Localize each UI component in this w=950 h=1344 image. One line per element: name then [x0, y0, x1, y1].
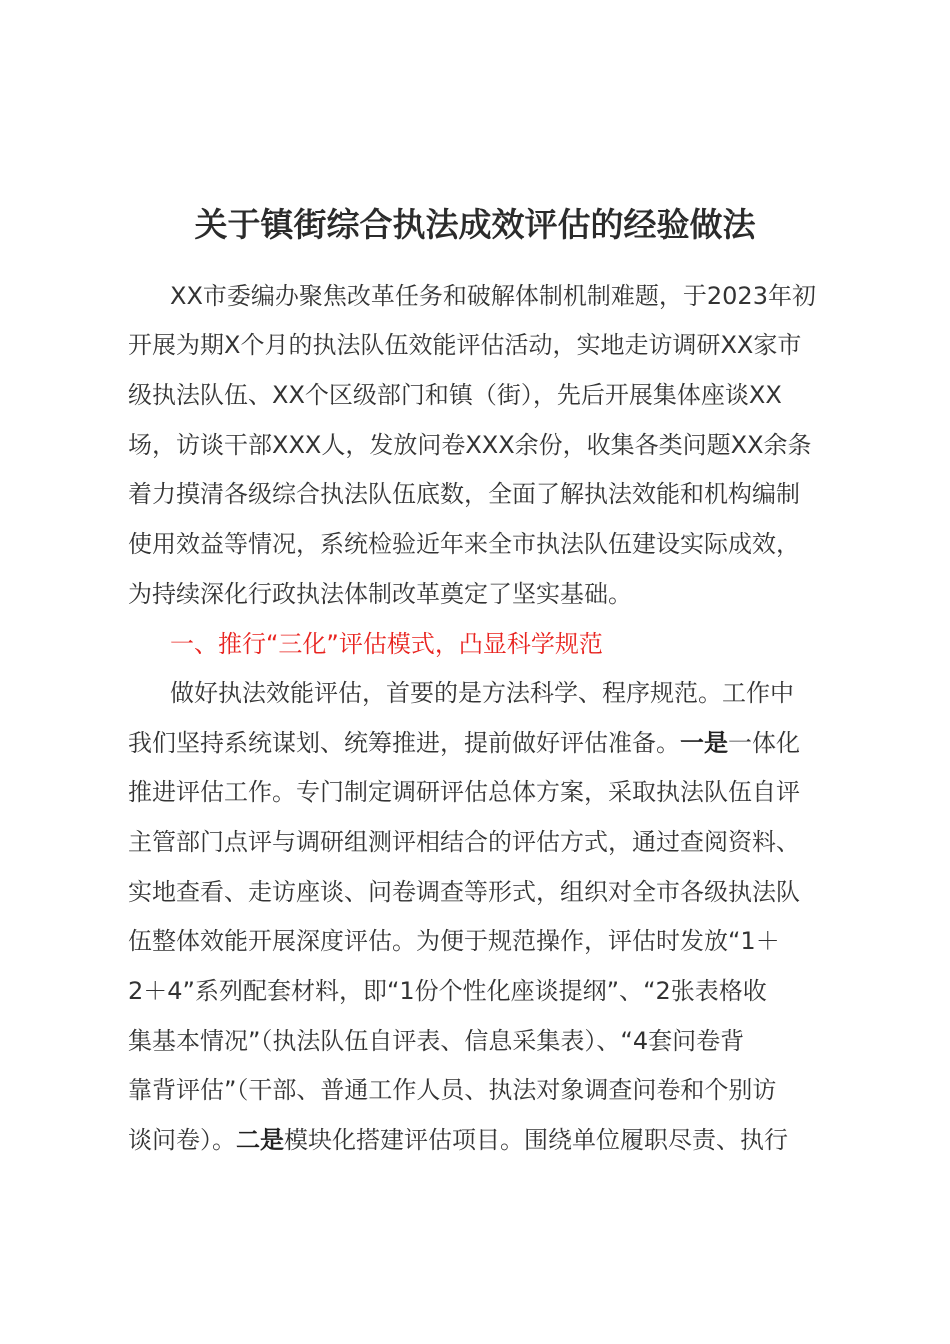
section-heading: 一、推行“三化”评估模式，凸显科学规范: [170, 630, 603, 658]
paragraph-line: 做好执法效能评估，首要的是方法科学、程序规范。工作中: [170, 679, 794, 707]
paragraph-line: 场，访谈干部XXX人，发放问卷XXX余份，收集各类问题XX余条: [128, 431, 812, 459]
paragraph-line: 集基本情况”（执法队伍自评表、信息采集表）、“4套问卷背: [128, 1027, 745, 1055]
paragraph-line: [128, 1124, 868, 1156]
paragraph-line: 伍整体效能开展深度评估。为便于规范操作，评估时发放“1＋: [128, 927, 780, 955]
paragraph-line: 为持续深化行政执法体制改革奠定了坚实基础。: [128, 580, 632, 608]
paragraph-line: 级执法队伍、XX个区级部门和镇（街），先后开展集体座谈XX: [128, 381, 782, 409]
paragraph-line: 实地查看、走访座谈、问卷调查等形式，组织对全市各级执法队: [128, 878, 800, 906]
paragraph-line: 开展为期X个月的执法队伍效能评估活动，实地走访调研XX家市: [128, 331, 802, 359]
paragraph-line: 主管部门点评与调研组测评相结合的评估方式，通过查阅资料、: [128, 828, 800, 856]
text-run: 模块化搭建评估项目。围绕单位履职尽责、执行: [284, 1126, 788, 1154]
paragraph-line: 使用效益等情况，系统检验近年来全市执法队伍建设实际成效，: [128, 530, 800, 558]
paragraph-line: 推进评估工作。专门制定调研评估总体方案，采取执法队伍自评: [128, 778, 800, 806]
text-run: 谈问卷）。: [128, 1126, 236, 1154]
bold-marker: 二是: [236, 1126, 284, 1154]
paragraph-line: XX市委编办聚焦改革任务和破解体制机制难题，于2023年初: [170, 282, 816, 310]
paragraph-line: 2＋4”系列配套材料，即“1份个性化座谈提纲”、“2张表格收: [128, 977, 767, 1005]
text-run: 我们坚持系统谋划、统筹推进，提前做好评估准备。: [128, 729, 680, 757]
text-run: 一体化: [728, 729, 800, 757]
bold-marker: 一是: [680, 729, 728, 757]
document-title: 关于镇街综合执法成效评估的经验做法: [194, 205, 756, 244]
paragraph-line: 靠背评估”（干部、普通工作人员、执法对象调查问卷和个别访: [128, 1076, 777, 1104]
paragraph-line: [128, 727, 868, 759]
paragraph-line: 着力摸清各级综合执法队伍底数，全面了解执法效能和机构编制: [128, 480, 800, 508]
